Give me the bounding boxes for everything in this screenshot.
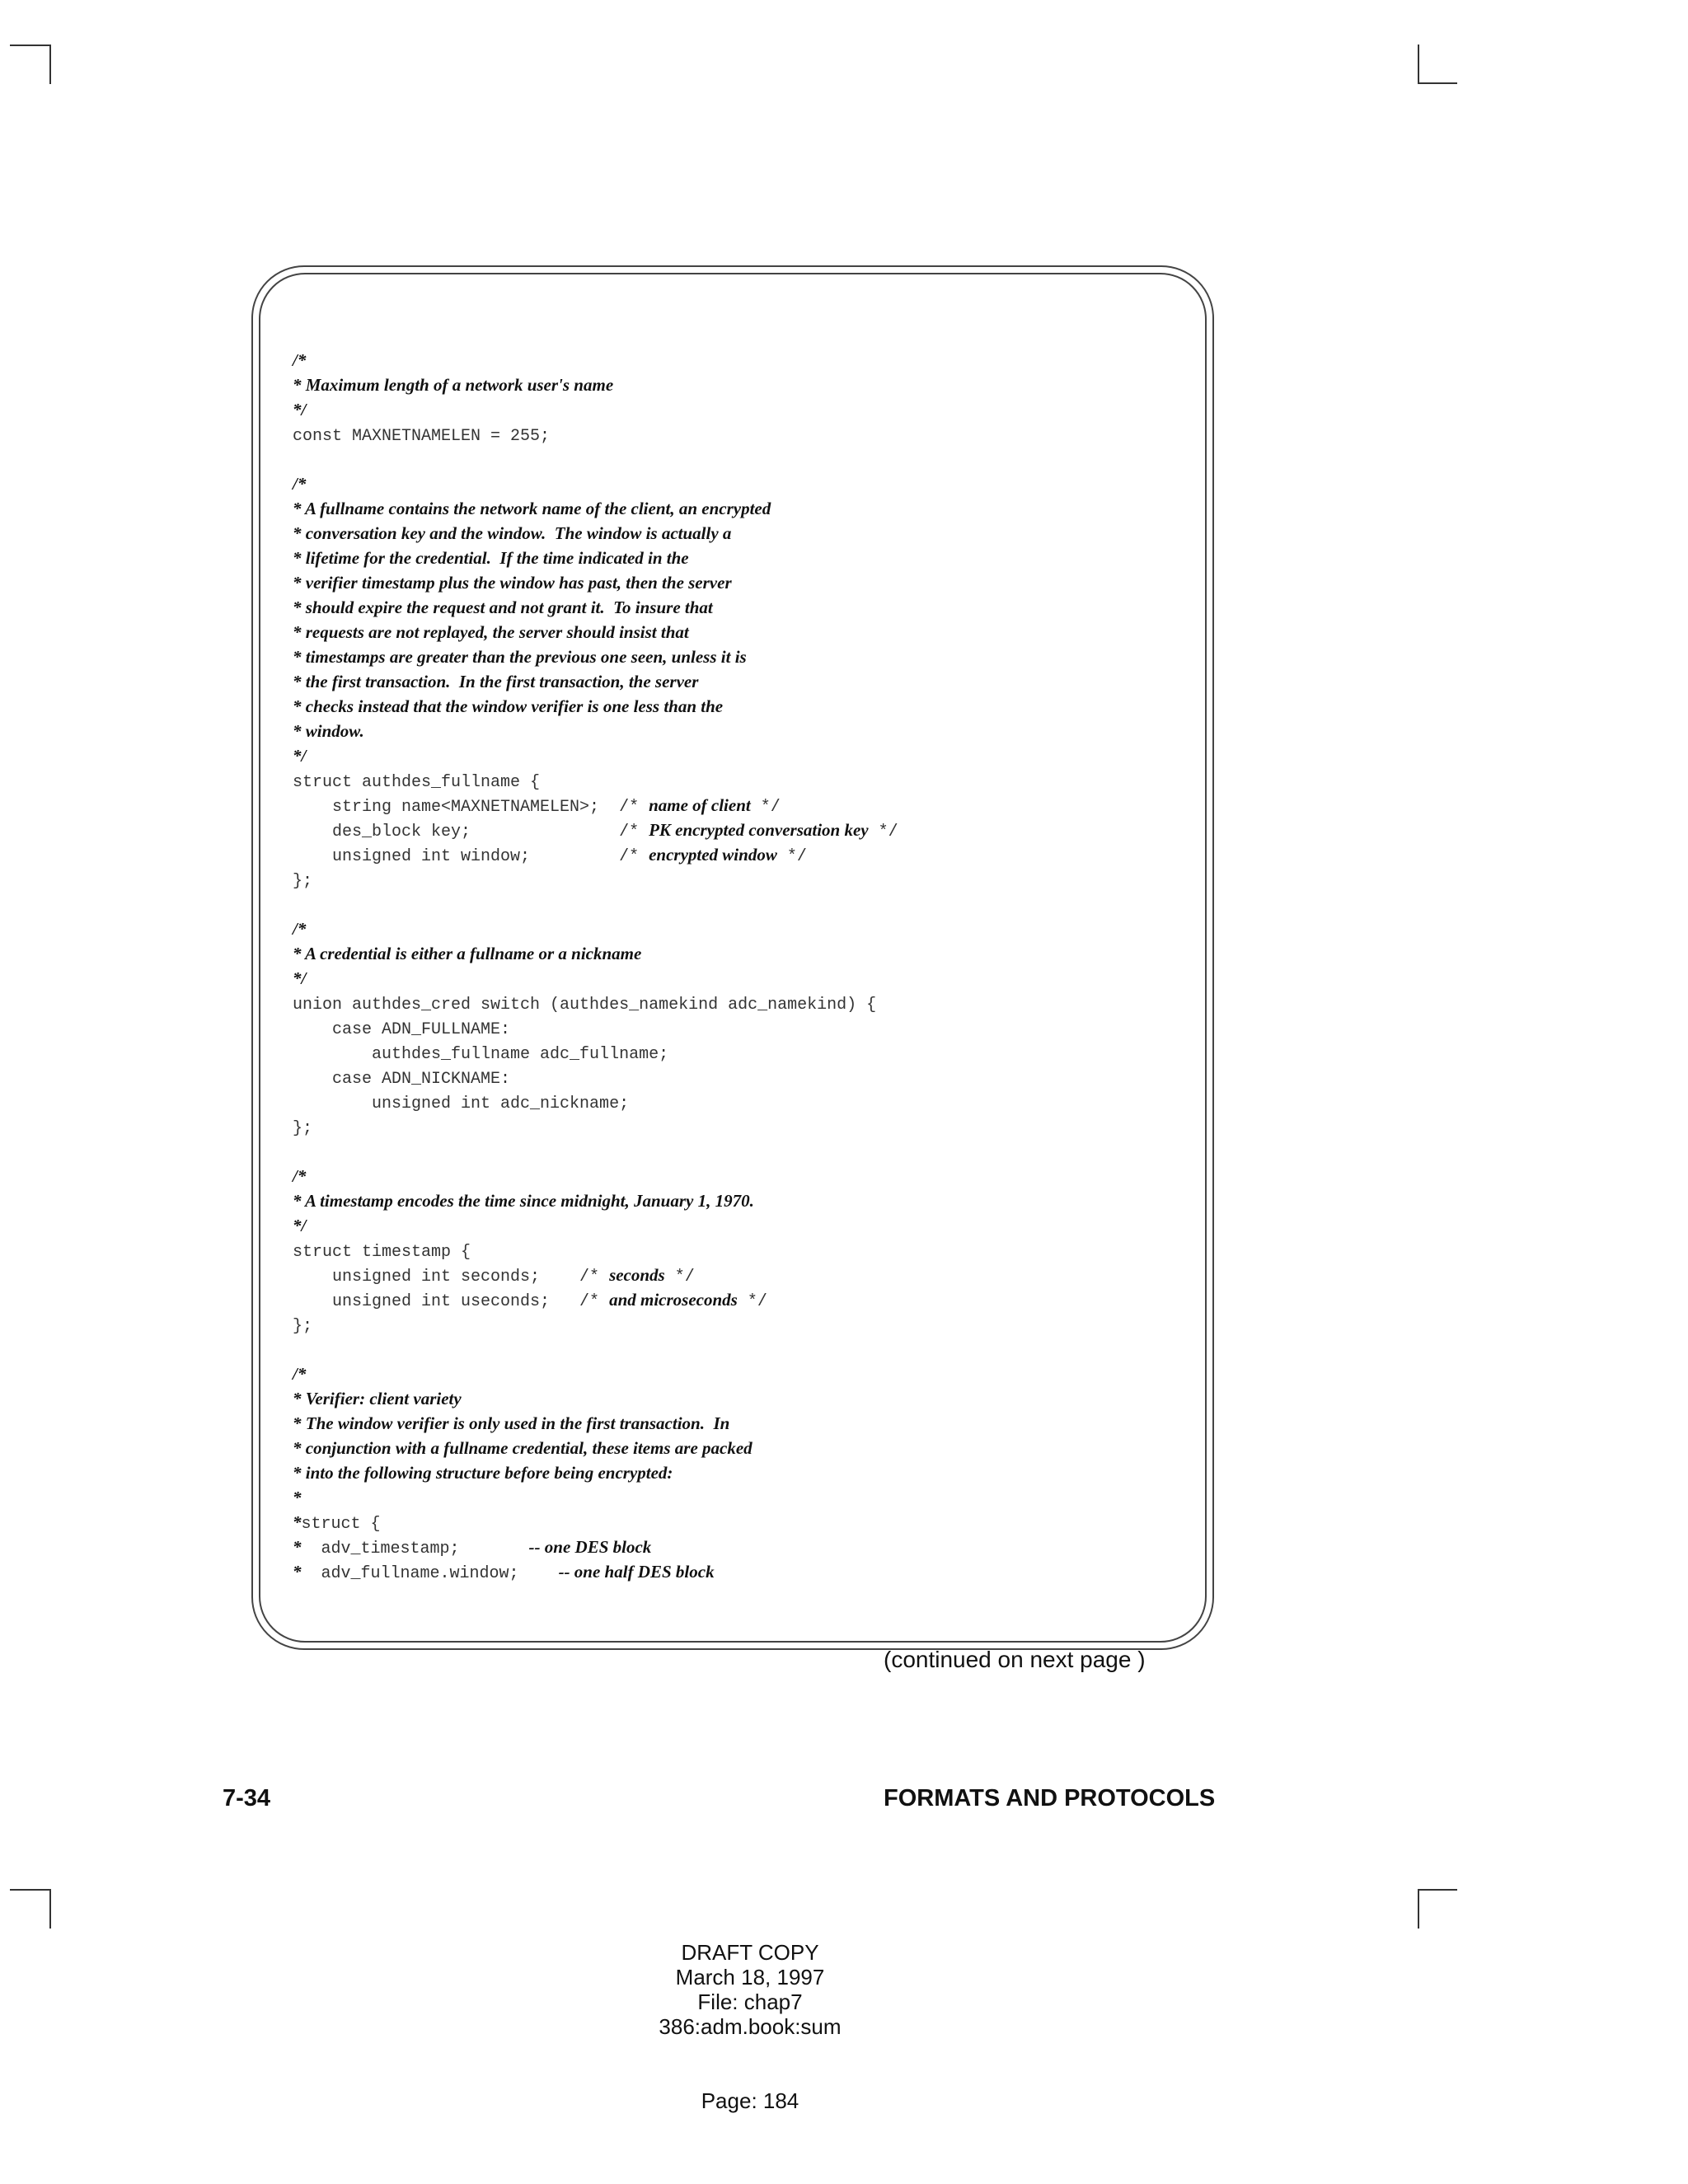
- comment-text: *: [293, 1562, 302, 1582]
- code-text: union authdes_cred switch (authdes_namekind adc_namekind) {: [293, 996, 877, 1015]
- crop-mark-top-left-v: [49, 45, 51, 84]
- comment-text: * lifetime for the credential. If the time indicated in the: [293, 548, 689, 568]
- crop-mark-bottom-right-v: [1418, 1889, 1419, 1929]
- comment-text: * Verifier: client variety: [293, 1389, 462, 1408]
- code-text: };: [293, 1119, 313, 1138]
- code-text: des_block key; /*: [293, 823, 649, 841]
- draft-line-3: File: chap7: [697, 1990, 803, 2014]
- code-line: [293, 1559, 1191, 1584]
- comment-text: *: [293, 1488, 302, 1507]
- code-line: [293, 1337, 1191, 1361]
- code-line: [293, 818, 1191, 842]
- code-line: [293, 1312, 1191, 1337]
- code-line: [293, 1386, 1191, 1411]
- code-line: [293, 1090, 1191, 1114]
- code-text: */: [664, 1268, 695, 1286]
- comment-text: * should expire the request and not grant it. To insure that: [293, 598, 713, 617]
- comment-text: * window.: [293, 721, 364, 741]
- comment-text: * conversation key and the window. The window is actually a: [293, 523, 732, 543]
- continued-note: (continued on next page ): [884, 1647, 1146, 1672]
- code-text: */: [750, 798, 781, 817]
- code-line: [293, 447, 1191, 471]
- code-line: [293, 644, 1191, 669]
- code-text: */: [737, 1292, 767, 1311]
- code-text: */: [776, 847, 807, 866]
- code-line: [293, 1510, 1191, 1535]
- code-line: [293, 669, 1191, 694]
- draft-line-2: March 18, 1997: [675, 1965, 825, 1990]
- code-line: [293, 471, 1191, 496]
- code-line: [293, 1460, 1191, 1485]
- code-line: [293, 546, 1191, 570]
- code-text: struct {: [301, 1515, 381, 1534]
- code-line: [293, 1139, 1191, 1164]
- code-text: const MAXNETNAMELEN = 255;: [293, 427, 551, 446]
- comment-text: /*: [293, 1364, 307, 1384]
- code-line: [293, 1213, 1191, 1238]
- code-line: [293, 1411, 1191, 1436]
- crop-mark-bottom-right-h: [1418, 1889, 1457, 1891]
- code-text: adv_fullname.window;: [301, 1564, 559, 1583]
- code-line: [293, 1238, 1191, 1263]
- comment-text: */: [293, 400, 307, 419]
- code-line: [293, 1065, 1191, 1090]
- comment-text: * verifier timestamp plus the window has past, then the server: [293, 573, 732, 593]
- code-line: [293, 1263, 1191, 1287]
- code-line: [293, 694, 1191, 719]
- comment-text: seconds: [609, 1265, 665, 1285]
- code-line: [293, 892, 1191, 916]
- code-text: unsigned int adc_nickname;: [293, 1094, 630, 1113]
- comment-text: * Maximum length of a network user's name: [293, 375, 614, 395]
- code-text: unsigned int window; /*: [293, 847, 649, 866]
- comment-text: /*: [293, 474, 307, 494]
- code-line: [293, 570, 1191, 595]
- comment-text: *: [293, 1537, 302, 1557]
- comment-text: * timestamps are greater than the previous one seen, unless it is: [293, 647, 747, 667]
- code-line: [293, 422, 1191, 447]
- code-line: [293, 348, 1191, 373]
- code-line: [293, 793, 1191, 818]
- comment-text: * A timestamp encodes the time since midnight, January 1, 1970.: [293, 1191, 754, 1211]
- comment-text: name of client: [649, 795, 751, 815]
- code-line: [293, 1361, 1191, 1386]
- code-text: struct authdes_fullname {: [293, 773, 541, 792]
- crop-mark-top-left-h: [10, 45, 49, 46]
- code-text: };: [293, 872, 313, 891]
- code-line: [293, 1485, 1191, 1510]
- code-line: [293, 743, 1191, 768]
- code-line: [293, 867, 1191, 892]
- code-text: };: [293, 1317, 313, 1336]
- comment-text: * A fullname contains the network name of the client, an encrypted: [293, 499, 771, 518]
- draft-info: [0, 1940, 1500, 2039]
- code-line: [293, 620, 1191, 644]
- code-line: [293, 1287, 1191, 1312]
- code-text: adv_timestamp;: [301, 1540, 529, 1558]
- code-listing: [293, 348, 1191, 1584]
- code-text: case ADN_FULLNAME:: [293, 1020, 511, 1039]
- comment-text: -- one half DES block: [558, 1562, 715, 1582]
- page-number: Page: 184: [701, 2088, 799, 2113]
- code-text: */: [868, 823, 898, 841]
- code-text: struct timestamp {: [293, 1243, 471, 1262]
- code-line: [293, 1114, 1191, 1139]
- code-line: [293, 1015, 1191, 1040]
- page-label: 7-34: [223, 1785, 271, 1811]
- code-line: [293, 1040, 1191, 1065]
- code-line: [293, 496, 1191, 521]
- code-line: [293, 768, 1191, 793]
- comment-text: */: [293, 1216, 307, 1235]
- comment-text: and microseconds: [609, 1290, 738, 1310]
- code-line: [293, 966, 1191, 991]
- comment-text: * the first transaction. In the first transaction, the server: [293, 672, 699, 691]
- comment-text: */: [293, 746, 307, 766]
- crop-mark-bottom-left-v: [49, 1889, 51, 1929]
- comment-text: * A credential is either a fullname or a nickname: [293, 944, 642, 963]
- code-line: [293, 991, 1191, 1015]
- code-line: [293, 1164, 1191, 1188]
- code-line: [293, 842, 1191, 867]
- code-line: [293, 916, 1191, 941]
- code-text: authdes_fullname adc_fullname;: [293, 1045, 669, 1064]
- crop-mark-top-right-h: [1418, 82, 1457, 84]
- code-line: [293, 1535, 1191, 1559]
- code-text: unsigned int useconds; /*: [293, 1292, 610, 1311]
- draft-line-4: 386:adm.book:sum: [659, 2014, 842, 2039]
- comment-text: encrypted window: [649, 845, 777, 865]
- comment-text: PK encrypted conversation key: [649, 820, 869, 840]
- section-title: FORMATS AND PROTOCOLS: [884, 1785, 1216, 1811]
- comment-text: /*: [293, 1166, 307, 1186]
- crop-mark-bottom-left-h: [10, 1889, 49, 1891]
- comment-text: */: [293, 968, 307, 988]
- code-line: [293, 373, 1191, 397]
- code-line: [293, 521, 1191, 546]
- code-text: string name<MAXNETNAMELEN>; /*: [293, 798, 649, 817]
- code-line: [293, 595, 1191, 620]
- comment-text: *: [293, 1512, 302, 1532]
- comment-text: * checks instead that the window verifier is one less than the: [293, 696, 724, 716]
- comment-text: * conjunction with a fullname credential, these items are packed: [293, 1438, 753, 1458]
- draft-line-1: DRAFT COPY: [681, 1940, 819, 1965]
- comment-text: * into the following structure before being encrypted:: [293, 1463, 673, 1483]
- comment-text: /*: [293, 350, 307, 370]
- comment-text: /*: [293, 919, 307, 939]
- crop-mark-top-right-v: [1418, 45, 1419, 84]
- code-line: [293, 941, 1191, 966]
- code-line: [293, 397, 1191, 422]
- code-text: unsigned int seconds; /*: [293, 1268, 610, 1286]
- comment-text: * The window verifier is only used in the first transaction. In: [293, 1413, 730, 1433]
- comment-text: -- one DES block: [528, 1537, 652, 1557]
- comment-text: * requests are not replayed, the server should insist that: [293, 622, 689, 642]
- code-text: case ADN_NICKNAME:: [293, 1070, 511, 1089]
- code-line: [293, 1436, 1191, 1460]
- code-line: [293, 1188, 1191, 1213]
- code-line: [293, 719, 1191, 743]
